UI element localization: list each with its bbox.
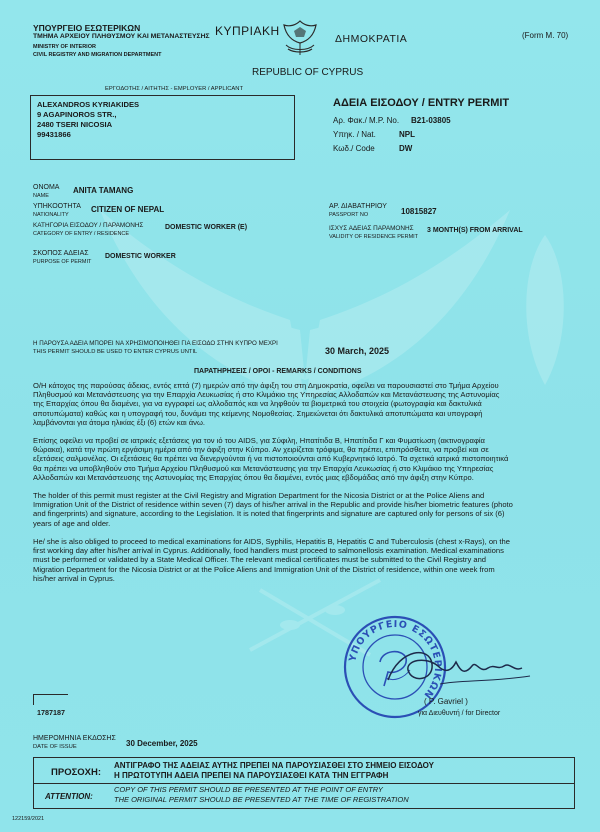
remarks-line: The holder of this permit must register at the Civil Registry and Migration Department for the Nicosia District or at the Police Aliens and bbox=[33, 491, 485, 500]
permit-title: ΑΔΕΙΑ ΕΙΣΟΔΟΥ / ENTRY PERMIT bbox=[333, 97, 510, 109]
attention-line: COPY OF THIS PERMIT SHOULD BE PRESENTED AT THE POINT OF ENTRY bbox=[114, 785, 383, 794]
applicant-address-box bbox=[30, 95, 295, 160]
attention-en-label: ATTENTION: bbox=[45, 792, 93, 801]
director-signature bbox=[380, 640, 540, 695]
form-number: (Form M. 70) bbox=[522, 31, 569, 40]
signer-title: για Διευθυντή / for Director bbox=[418, 710, 501, 717]
nationality-value: CITIZEN OF NEPAL bbox=[91, 205, 165, 214]
remarks-line: first working day after his/her arrival in Cyprus. Additionally, food handlers must proceed to salmonellosis examination. Medical examinations bbox=[33, 546, 504, 556]
stamp-ring-text: ΥΠΟΥΡΓΕΙΟ ΕΣΩΤΕΡΙΚΩΝ bbox=[347, 618, 444, 701]
republic-en: REPUBLIC OF CYPRUS bbox=[252, 67, 364, 78]
republic-gr-left: ΚΥΠΡΙΑΚΗ bbox=[215, 24, 280, 38]
remarks-line: εξετάσεις σαλμονέλας. Οι εξετάσεις θα πρέπει να διενεργούνται ή να πιστοποιούνται από Κυβερνητικό Ιατρό. Τα σχετικά ιατρικά πιστοποιητικά bbox=[33, 454, 509, 464]
remarks-line: Migration Department for the Nicosia District or at the Police Aliens and Immigration Unit of the District of residence, within one week from bbox=[33, 564, 495, 574]
name-label-gr: ΟΝΟΜΑ bbox=[33, 184, 60, 191]
remarks-line: He/ she is also obliged to proceed to medical examinations for AIDS, Syphilis, Hepatitis B, Hepatitis C and Tuberculosis (chest x-Rays), on the bbox=[33, 537, 510, 546]
attention-line: THE ORIGINAL PERMIT SHOULD BE PRESENTED AT THE TIME OF REGISTRATION bbox=[114, 795, 409, 804]
issue-date: 30 December, 2025 bbox=[126, 739, 198, 748]
applicant-phone: 99431866 bbox=[37, 130, 71, 139]
category-label-gr: ΚΑΤΗΓΟΡΙΑ ΕΙΣΟΔΟΥ / ΠΑΡΑΜΟΝΗΣ bbox=[33, 222, 144, 229]
category-value: DOMESTIC WORKER (E) bbox=[165, 224, 248, 231]
applicant-caption: ΕΡΓΟΔΟΤΗΣ / ΑΙΤΗΤΗΣ - EMPLOYER / APPLICANT bbox=[105, 86, 244, 92]
attention-line: Η ΠΡΩΤΟΤΥΠΗ ΑΔΕΙΑ ΠΡΕΠΕΙ ΝΑ ΠΑΡΟΥΣΙΑΣΘΕΙ ΚΑΤΑ ΤΗΝ ΕΓΓΡΑΦΗ bbox=[114, 771, 389, 780]
serial-frame bbox=[33, 694, 68, 705]
remarks-greek-medical bbox=[33, 436, 578, 482]
applicant-name: ALEXANDROS KYRIAKIDES bbox=[37, 100, 140, 109]
entry-until-label-en: THIS PERMIT SHOULD BE USED TO ENTER CYPRUS UNTIL bbox=[33, 349, 198, 355]
remarks-line: years of age and older. bbox=[33, 518, 111, 528]
nat-label: Υπηκ. / Nat. bbox=[333, 130, 376, 139]
remarks-line: θώρακα), κατά την πρώτη εργάσιμη ημέρα από την άφιξη στην Κύπρο. Αν χειρίζεται τρόφιμα, θα πρέπει, επιπρόσθετα, να προβεί και σε bbox=[33, 445, 489, 455]
passport-value: 10815827 bbox=[401, 207, 437, 216]
nationality-label-gr: ΥΠΗΚΟΟΤΗΤΑ bbox=[33, 203, 81, 210]
form-code: 122159/2021 bbox=[12, 816, 45, 822]
republic-gr-right: ΔΗΜΟΚΡΑΤΙΑ bbox=[335, 33, 408, 45]
validity-label-en: VALIDITY OF RESIDENCE PERMIT bbox=[329, 234, 419, 240]
validity-label-gr: ΙΣΧΥΣ ΑΔΕΙΑΣ ΠΑΡΑΜΟΝΗΣ bbox=[329, 225, 414, 232]
remarks-greek-registration bbox=[33, 381, 578, 427]
remarks-line: Ο/Η κάτοχος της παρούσας άδειας, εντός επτά (7) ημερών από την άφιξη του στη Δημοκρατία, οφείλει να παρουσιαστεί στο Τμήμα Αρχείου bbox=[33, 381, 499, 390]
remarks-line: Πληθυσμού και Μετανάστευσης για την Επαρχία Λευκωσίας ή στο Κλιμάκιο της Υπηρεσίας Αλλοδαπών και Μετανάστευσης της Αστυνομίας bbox=[33, 390, 500, 400]
file-label: Αρ. Φακ./ M.P. No. bbox=[333, 116, 400, 125]
attention-gr-text bbox=[114, 761, 434, 781]
ministry-en: MINISTRY OF INTERIOR bbox=[33, 44, 96, 50]
nationality-label-en: NATIONALITY bbox=[33, 212, 69, 218]
validity-value: 3 MONTH(S) FROM ARRIVAL bbox=[427, 227, 523, 234]
remarks-heading: ΠΑΡΑΤΗΡΗΣΕΙΣ / ΟΡΟΙ - REMARKS / CONDITIONS bbox=[194, 368, 362, 375]
purpose-label-gr: ΣΚΟΠΟΣ ΑΔΕΙΑΣ bbox=[33, 250, 89, 257]
name-label-en: NAME bbox=[33, 193, 49, 199]
remarks-english-registration bbox=[33, 491, 578, 528]
nat-code: NPL bbox=[399, 130, 415, 139]
remarks-line: θα πρέπει να υποβληθούν στο Τμήμα Αρχείου Πληθυσμού και Μετανάστευσης για την Επαρχία Λευκωσίας ή στο Κλιμάκιο της Υπηρεσίας bbox=[33, 463, 494, 473]
issue-label-gr: ΗΜΕΡΟΜΗΝΙΑ ΕΚΔΟΣΗΣ bbox=[33, 735, 116, 742]
code-value: DW bbox=[399, 144, 413, 153]
remarks-line: λαμβάνονται για άτομα ηλικίας έξι (6) ετών και άνω. bbox=[33, 417, 206, 427]
remarks-line: Επίσης οφείλει να προβεί σε ιατρικές εξετάσεις για τον ιό του AIDS, για Σύφιλη, Ηπατίτιδα Β, Ηπατίτιδα Γ και Φυματίωση (ακτινογραφία bbox=[33, 436, 485, 445]
name-value: ANITA TAMANG bbox=[73, 186, 134, 195]
entry-until-date: 30 March, 2025 bbox=[325, 346, 390, 356]
remarks-line: his/her arrival in Cyprus. bbox=[33, 573, 115, 583]
issue-label-en: DATE OF ISSUE bbox=[33, 744, 77, 750]
purpose-value: DOMESTIC WORKER bbox=[105, 253, 176, 260]
attention-en-text bbox=[114, 785, 409, 805]
coat-of-arms-icon bbox=[278, 15, 323, 60]
remarks-line: Αλλοδαπών και Μετανάστευσης της Αστυνομίας της Επαρχίας όπου θα διαμένει, εντός μιας εβδομάδας από την άφιξη στην Κύπρο. bbox=[33, 472, 474, 482]
department-gr: ΤΜΗΜΑ ΑΡΧΕΙΟΥ ΠΛΗΘΥΣΜΟΥ ΚΑΙ ΜΕΤΑΝΑΣΤΕΥΣΗΣ bbox=[33, 33, 210, 40]
file-number: B21-03805 bbox=[411, 116, 451, 125]
applicant-street: 9 AGAPINOROS STR., bbox=[37, 110, 117, 119]
purpose-label-en: PURPOSE OF PERMIT bbox=[33, 259, 92, 265]
serial-number: 1787187 bbox=[37, 708, 65, 717]
remarks-line: Immigration Unit of the District of residence within seven (7) days of his/her arrival in the Republic and provide his/her biometric features (photo bbox=[33, 500, 513, 510]
remarks-line: must be performed or validated by a State Medical Officer. The relevant medical certificates must be submitted to the Civil Registry and bbox=[33, 555, 487, 565]
applicant-city: 2480 TSERI NICOSIA bbox=[37, 120, 113, 129]
remarks-english-medical bbox=[33, 537, 578, 583]
ministry-gr: ΥΠΟΥΡΓΕΙΟ ΕΣΩΤΕΡΙΚΩΝ bbox=[33, 23, 141, 33]
attention-line: ΑΝΤΙΓΡΑΦΟ ΤΗΣ ΑΔΕΙΑΣ ΑΥΤΗΣ ΠΡΕΠΕΙ ΝΑ ΠΑΡΟΥΣΙΑΣΘΕΙ ΣΤΟ ΣΗΜΕΙΟ ΕΙΣΟΔΟΥ bbox=[114, 761, 434, 770]
signer-name: ( P. Gavriel ) bbox=[424, 697, 468, 706]
passport-label-en: PASSPORT NO bbox=[329, 212, 369, 218]
leaf-watermark-icon bbox=[500, 230, 590, 390]
department-en: CIVIL REGISTRY AND MIGRATION DEPARTMENT bbox=[33, 52, 162, 58]
entry-until-label-gr: Η ΠΑΡΟΥΣΑ ΑΔΕΙΑ ΜΠΟΡΕΙ ΝΑ ΧΡΗΣΙΜΟΠΟΙΗΘΕΙ ΓΙΑ ΕΙΣΟΔΟ ΣΤΗΝ ΚΥΠΡΟ ΜΕΧΡΙ bbox=[33, 340, 278, 347]
passport-label-gr: ΑΡ. ΔΙΑΒΑΤΗΡΙΟΥ bbox=[329, 203, 387, 210]
attention-gr-label: ΠΡΟΣΟΧΗ: bbox=[51, 767, 102, 778]
remarks-line: and fingerprints) and signature, according to the Legislation. It is noted that fingerprints and signature are captured only for persons of six (6) bbox=[33, 509, 505, 519]
remarks-line: αποτυπώματα) καθώς και η υπογραφή του, δυνάμει της κείμενης Νομοθεσίας. Σημειώνεται ότι δακτυλικά αποτυπώματα και υπογραφή bbox=[33, 408, 483, 418]
remarks-line: της Επαρχίας όπου θα διαμένει, για να εγγραφεί ως αλλοδαπός και να ληφθούν τα βιομετρικά του στοιχεία (φωτογραφία και δακτυλικά bbox=[33, 399, 482, 409]
attention-box bbox=[33, 757, 575, 809]
code-label: Κωδ./ Code bbox=[333, 144, 375, 153]
category-label-en: CATEGORY OF ENTRY / RESIDENCE bbox=[33, 231, 130, 237]
